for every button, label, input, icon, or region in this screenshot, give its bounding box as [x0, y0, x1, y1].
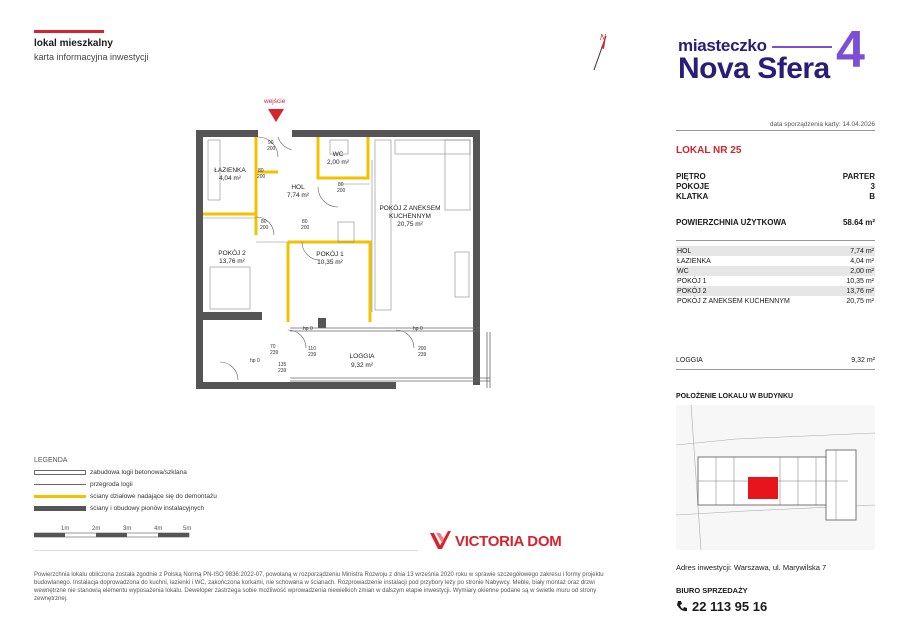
room-area-loggia: 9,32 m² [350, 362, 374, 369]
door-mark: 80 [338, 182, 344, 188]
divider [676, 130, 875, 131]
legend-item [34, 491, 217, 501]
scale-label: 2m [92, 526, 101, 532]
info-label: KLATKA [676, 192, 709, 201]
room-label-room1: POKÓJ 1 [316, 251, 344, 258]
room-name: HOL [677, 247, 692, 255]
room-area-room1: 10,35 m² [317, 259, 343, 266]
window-mark: 239 [278, 368, 287, 374]
page-subtitle: karta informacyjna inwestycji [34, 52, 149, 62]
divider [34, 550, 418, 551]
door-mark: 90 [268, 140, 274, 146]
window-mark: 239 [418, 352, 427, 358]
room-label-living: POKÓJ Z ANEKSEM [379, 205, 441, 212]
investment-address: Adres inwestycji: Warszawa, ul. Marywilska 7 [676, 563, 827, 572]
brand-line1: miasteczko [678, 36, 767, 55]
brand-name: Nova Sfera [678, 52, 830, 85]
legend-item [34, 479, 133, 489]
entrance-label: wejście [264, 98, 286, 105]
legend-label: ściany i obudowy pionów instalacyjnych [90, 504, 205, 512]
room-area: 7,74 m² [850, 247, 874, 255]
window-mark: 239 [270, 350, 279, 356]
brand-underline [772, 46, 832, 48]
room-name: POKÓJ 2 [677, 287, 707, 295]
compass-icon [580, 26, 620, 76]
room-label-hol: HOL [291, 184, 305, 191]
info-row-staircase [676, 192, 875, 201]
info-value: PARTER [842, 172, 875, 181]
usable-area-row [676, 218, 875, 227]
divider [676, 240, 875, 241]
loggia-value: 9,32 m² [851, 357, 875, 364]
info-value: B [869, 192, 875, 201]
room-area-bath: 4,04 m² [218, 175, 242, 182]
legend-swatch-divider [34, 484, 86, 485]
room-area: 20,75 m² [846, 297, 874, 305]
info-row-floor [676, 172, 875, 181]
door-mark: 200 [257, 174, 266, 180]
room-area: 10,35 m² [846, 277, 874, 285]
header-accent-bar [34, 30, 104, 33]
room-row [676, 276, 875, 286]
room-area: 2,00 m² [850, 267, 874, 275]
room-area-wc: 2,00 m² [326, 159, 350, 166]
room-name: POKÓJ 1 [677, 277, 707, 285]
legend-swatch-walls [34, 506, 86, 511]
scale-label: 4m [154, 526, 163, 532]
disclaimer-note: Powierzchnia lokalu obliczona została zgodnie z Polską Normą PN-ISO 9836:2022-07, powołaną w rozporządzeniu Ministra Rozwoju z dnia 13 września 2020 roku w sprawie szczegółowego zakresu i formy projektu budowlanego. Instalacja doprowadzona do kuchni, łazienki i WC, zakończona korkami, nie schowana w ścianach. Rozprowadzenie instalacji pod przybory leży po stronie Nabywcy. Meble, biały montaż oraz drzwi wewnętrzne nie stanowią elementu wyposażenia lokalu. Deweloper zastrzega sobie możliwość wprowadzenia niewielkich zmian w dalszym etapie inwestycji. Wymiary okienne podane są w świetle muru od strony zewnętrznej. [34, 572, 604, 603]
sales-phone[interactable]: 22 113 95 16 [692, 599, 768, 614]
brand-numeral: 4 [836, 21, 865, 79]
info-value: 3 [870, 182, 875, 191]
loggia-row [676, 357, 875, 364]
building-location-map [676, 405, 875, 550]
room-label-loggia: LOGGIA [349, 353, 375, 360]
window-mark: 239 [308, 352, 317, 358]
window-mark: 110 [308, 346, 316, 352]
usable-area-label: POWIERZCHNIA UŻYTKOWA [676, 218, 787, 227]
legend-item [34, 467, 187, 477]
unit-highlight [748, 477, 778, 499]
legend-title: LEGENDA [34, 457, 68, 464]
room-name: ŁAZIENKA [677, 257, 711, 265]
door-mark: 200 [337, 188, 346, 194]
room-row [676, 286, 875, 296]
room-row [676, 246, 875, 256]
room-name: WC [677, 267, 689, 275]
room-area-hol: 7,74 m² [286, 192, 310, 199]
page-title: lokal mieszkalny [34, 38, 113, 49]
divider [676, 369, 875, 370]
phone-icon [676, 600, 688, 612]
door-mark: 80 [302, 219, 308, 225]
legend-swatch-demountable [34, 495, 86, 498]
room-row [676, 296, 875, 306]
window-mark: 200 [418, 346, 427, 352]
room-area: 13,76 m² [846, 287, 874, 295]
room-area: 4,04 m² [850, 257, 874, 265]
building-position-title: POŁOŻENIE LOKALU W BUDYNKU [676, 393, 794, 400]
room-label-living-2: KUCHENNYM [389, 213, 431, 220]
door-mark: 200 [267, 146, 276, 152]
info-label: POKOJE [676, 182, 710, 191]
window-mark: 135 [278, 362, 287, 368]
scale-label: 5m [183, 526, 192, 532]
room-label-wc: WC [332, 151, 344, 158]
legend-item [34, 503, 204, 513]
legend-label: zabudowa logii betonowa/szklana [90, 468, 187, 476]
room-label-bath: ŁAZIENKA [214, 167, 246, 174]
victoria-dom-logo-icon [428, 529, 452, 551]
room-area-living: 20,75 m² [397, 221, 423, 228]
room-name: POKÓJ Z ANEKSEM KUCHENNYM [677, 297, 790, 305]
usable-area-value: 58.64 m² [842, 218, 875, 227]
legend-label: przegroda logii [90, 480, 133, 488]
scale-label: 3m [123, 526, 132, 532]
sales-office-label: BIURO SPRZEDAŻY [676, 586, 748, 595]
compass-label: N [600, 33, 606, 42]
developer-name: VICTORIA DOM [455, 533, 562, 550]
room-row [676, 266, 875, 276]
window-mark: hp 0 [250, 358, 260, 364]
info-label: PIĘTRO [676, 172, 706, 181]
creation-date: data sporządzenia karty: 14.04.2026 [769, 121, 875, 128]
window-mark: 70 [270, 344, 276, 350]
window-mark: hp 0 [413, 326, 423, 332]
door-mark: 200 [301, 225, 310, 231]
door-mark: 80 [261, 219, 267, 225]
entrance-arrow-icon [268, 109, 284, 122]
room-area-room2: 13,76 m² [219, 258, 245, 265]
scale-label: 1m [61, 526, 70, 532]
room-label-room2: POKÓJ 2 [218, 250, 246, 257]
door-mark: 200 [260, 225, 269, 231]
unit-number: LOKAL NR 25 [676, 145, 742, 156]
scale-bar [34, 532, 204, 540]
loggia-label: LOGGIA [676, 357, 703, 364]
door-mark: 80 [258, 168, 264, 174]
legend-label: ściany działowe nadające się do demontażu [90, 492, 217, 500]
info-row-rooms [676, 182, 875, 191]
loggia-glazing [290, 328, 490, 388]
floor-plan [190, 92, 500, 400]
room-row [676, 256, 875, 266]
window-mark: hp 0 [303, 326, 313, 332]
legend-swatch-glass [34, 470, 86, 475]
